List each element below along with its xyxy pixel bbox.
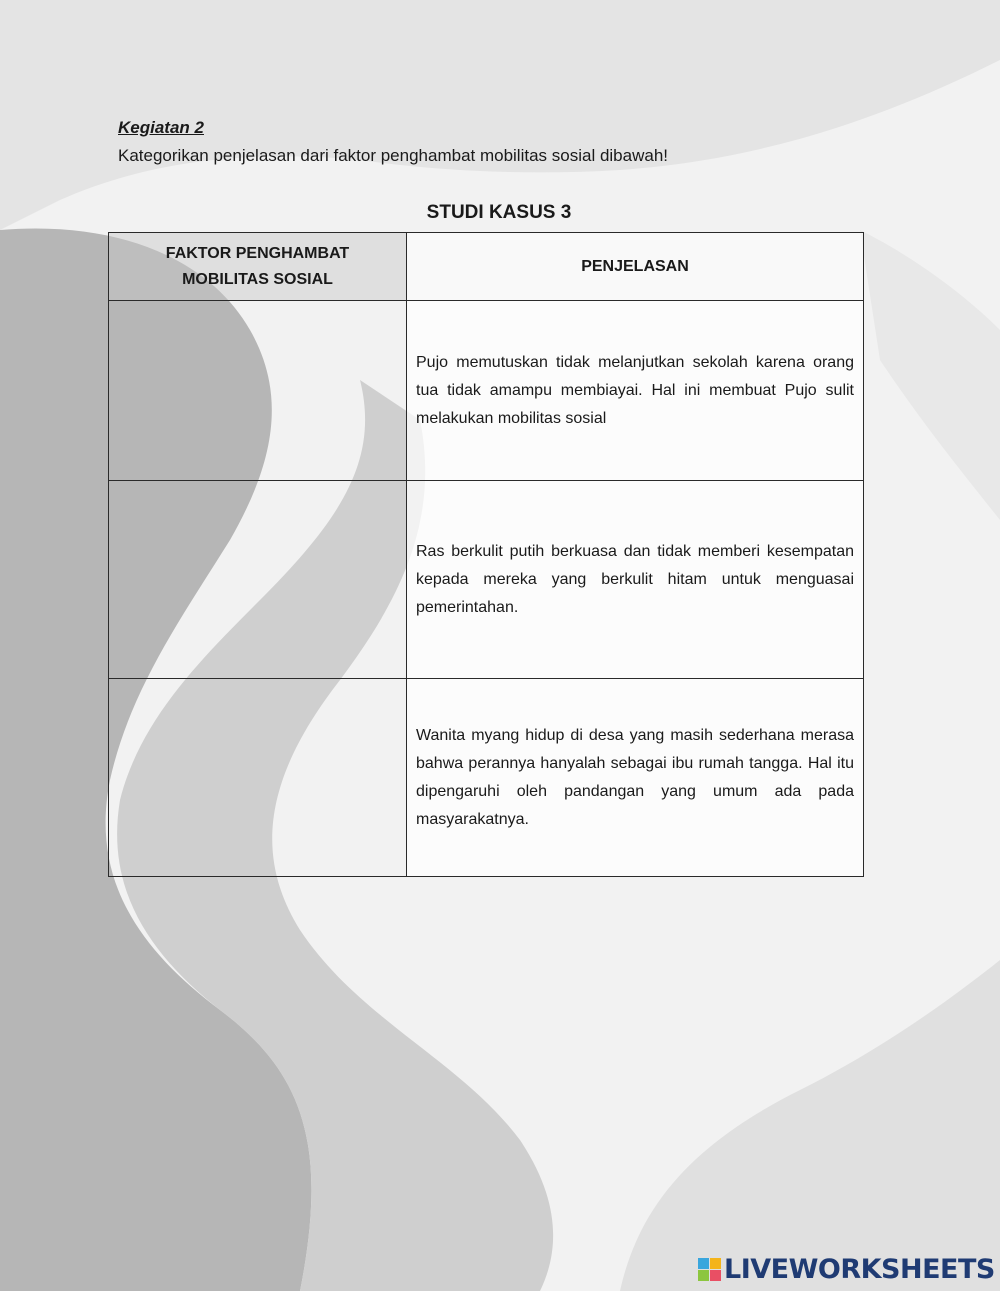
logo-mark-icon	[698, 1258, 721, 1281]
factor-answer-cell[interactable]	[109, 679, 407, 877]
case-study-table	[108, 232, 864, 877]
header-explanation: PENJELASAN	[407, 233, 864, 301]
factor-answer-cell[interactable]	[109, 301, 407, 481]
explanation-cell: Ras berkulit putih berkuasa dan tidak memberi kesempatan kepada mereka yang berkulit hitam untuk menguasai pemerintahan.	[407, 481, 864, 679]
factor-answer-cell[interactable]	[109, 481, 407, 679]
logo-text: LIVEWORKSHEETS	[724, 1254, 995, 1285]
header-factor-label: FAKTOR PENGHAMBAT MOBILITAS SOSIAL	[165, 244, 350, 288]
table-row	[109, 679, 864, 877]
activity-instruction: Kategorikan penjelasan dari faktor penghambat mobilitas sosial dibawah!	[118, 146, 669, 165]
activity-title: Kegiatan 2	[118, 118, 204, 137]
case-study-title: STUDI KASUS 3	[426, 202, 572, 223]
table-row	[109, 481, 864, 679]
explanation-cell: Wanita myang hidup di desa yang masih sederhana merasa bahwa perannya hanyalah sebagai ibu rumah tangga. Hal itu dipengaruhi oleh pandangan yang umum ada pada masyarakatnya.	[407, 679, 864, 877]
header-factor	[109, 233, 407, 301]
table-header-row	[109, 233, 864, 301]
liveworksheets-logo	[698, 1254, 995, 1285]
explanation-cell: Pujo memutuskan tidak melanjutkan sekolah karena orang tua tidak amampu membiayai. Hal ini membuat Pujo sulit melakukan mobilitas sosial	[407, 301, 864, 481]
table-row	[109, 301, 864, 481]
